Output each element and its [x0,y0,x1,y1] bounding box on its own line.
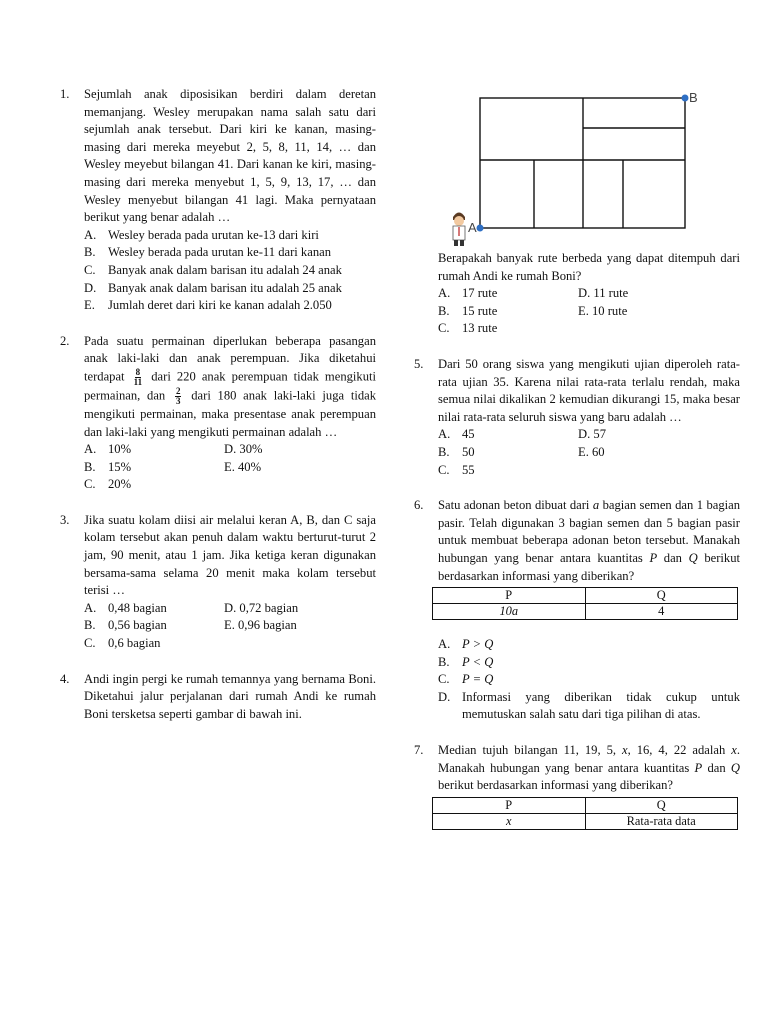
question-text: Jika suatu kolam diisi air melalui keran A, B, dan C saja kolam tersebut akan penuh dalam waktu berturut-turut 2 jam, 90 menit, atau 1 jam. Jika ketiga keran digunakan bersama-sama selama 20 menit maka kolam tersebut terisi … [84,512,376,598]
question-number: 4. [60,671,70,686]
options-list [438,636,740,724]
point-a-label: A [468,220,477,235]
fraction: $\frac{8}{11}$ [133,366,143,387]
option[interactable]: C. 0,6 bagian [84,636,161,651]
question-number: 6. [414,498,424,513]
person-icon [453,213,465,247]
question-4 [60,671,376,724]
option[interactable]: A. Wesley berada pada urutan ke-13 dari kiri [84,227,319,242]
question-text: Dari 50 orang siswa yang mengikuti ujian diperoleh rata-rata ujian 35. Karena nilai rata-rata terlalu rendah, maka semua nilai dikalikan 2 kemudian dikurangi 15, maka besar nilai rata-rata seluruh siswa yang baru adalah … [438,356,740,424]
question-number: 1. [60,87,70,101]
question-number: 7. [414,743,424,758]
question-text: Median tujuh bilangan 11, 19, 5, x, 16, 4, 22 adalah x. Manakah hubungan yang benar antara kuantitas P dan Q berikut berdasarkan informasi yang diberikan? [438,743,741,793]
option[interactable]: C. 13 rute [438,321,498,336]
point-a-marker [477,225,484,232]
option[interactable]: B. 15 rute [438,303,498,318]
option[interactable]: B. Wesley berada pada urutan ke-11 dari kanan [84,245,332,260]
pq-table [432,587,738,620]
table-header-cell: Q [585,797,738,813]
options-grid [84,600,376,653]
option[interactable]: B. 50 [438,444,475,459]
option[interactable]: D. 0,72 bagian [224,600,299,615]
point-b-label: B [689,90,698,105]
table-cell: 4 [585,604,738,620]
options-grid [438,285,740,338]
question-2 [60,333,376,494]
option[interactable]: A. 10% [84,442,132,457]
question-3 [60,512,376,653]
table-header-cell: Q [585,588,738,604]
option[interactable]: B. 15% [84,459,132,474]
option[interactable]: A. 0,48 bagian [84,600,167,615]
option[interactable]: C. Banyak anak dalam barisan itu adalah 24 anak [84,262,342,277]
option[interactable]: B. 0,56 bagian [84,618,167,633]
question-number: 3. [60,512,70,527]
option[interactable]: A. P > Q [438,637,494,652]
option[interactable]: E. 60 [578,444,605,459]
option[interactable]: A. 45 [438,427,475,442]
option[interactable]: D. 30% [224,442,263,457]
question-7 [414,742,740,830]
table-row [433,604,738,620]
question-text: Andi ingin pergi ke rumah temannya yang bernama Boni. Diketahui jalur perjalanan dari rumah Andi ke rumah Boni tersketsa seperti gambar di bawah ini. [84,671,376,721]
option[interactable]: D. 57 [578,427,606,442]
options-grid [84,441,376,494]
question-4-continued [414,250,740,338]
left-column [60,86,376,723]
question-5 [414,356,740,479]
option[interactable]: D. Informasi yang diberikan tidak cukup untuk memutuskan salah satu dari tiga pilihan di atas. [438,689,740,722]
option[interactable]: B. P < Q [438,654,494,669]
pq-table [432,797,738,830]
table-header-row [433,797,738,813]
option[interactable]: A. 17 rute [438,286,498,301]
point-b-marker [682,95,689,102]
route-diagram [440,80,710,250]
option[interactable]: E. Jumlah deret dari kiri ke kanan adalah 2.050 [84,298,332,313]
right-column [414,250,740,830]
option[interactable]: E. 40% [224,459,262,474]
fraction: $\frac{2}{3}$ [175,385,181,406]
question-1 [60,86,376,315]
table-cell: x [433,813,586,829]
table-cell: Rata-rata data [585,813,738,829]
option[interactable]: D. 11 rute [578,286,629,301]
table-cell: 10a [433,604,586,620]
option[interactable]: C. P = Q [438,672,494,687]
question-text: Berapakah banyak rute berbeda yang dapat ditempuh dari rumah Andi ke rumah Boni? [438,251,740,283]
question-6 [414,497,740,724]
question-number: 2. [60,333,70,348]
question-text: Satu adonan beton dibuat dari a bagian semen dan 1 bagian pasir. Telah digunakan 3 bagian semen dan 5 bagian pasir untuk membuat beberapa adonan beton tersebut. Manakah hubungan yang benar antara kuantitas P dan Q berikut berdasarkan informasi yang diberikan? [438,498,741,583]
option[interactable]: C. 20% [84,477,132,492]
option[interactable]: C. 55 [438,462,475,477]
option[interactable]: D. Banyak anak dalam barisan itu adalah 25 anak [84,280,342,295]
table-header-cell: P [433,588,586,604]
options-grid [438,426,740,479]
table-header-row [433,588,738,604]
option[interactable]: E. 0,96 bagian [224,618,297,633]
question-text: Sejumlah anak diposisikan berdiri dalam deretan memanjang. Wesley merupakan nama salah satu dari sejumlah anak tersebut. Dari kiri ke kanan, masing-masing dari mereka meyebut 2, 5, 8, 11, 14, … dan Wesley meyebut bilangan 41. Dari kanan ke kiri, masing-masing dari mereka menyebut 1, 5, 9, 13, 17, … dan Wesley menyebut bilangan 41 lagi. Maka pernyataan berikut yang benar adalah … [84,87,376,225]
question-text: Pada suatu permainan diperlukan beberapa pasangan anak laki-laki dan anak perempuan. Jika diketahui terdapat $\frac{8}{11}$ dari 220 anak perempuan tidak mengikuti permainan, dan $\frac{2}{3}$ dari 180 anak laki-laki juga tidak mengikuti permainan, maka presentase anak perempuan dan laki-laki yang mengikuti permainan adalah … [84,333,377,439]
option[interactable]: E. 10 rute [578,303,628,318]
question-number: 5. [414,356,424,371]
table-row [433,813,738,829]
table-header-cell: P [433,797,586,813]
